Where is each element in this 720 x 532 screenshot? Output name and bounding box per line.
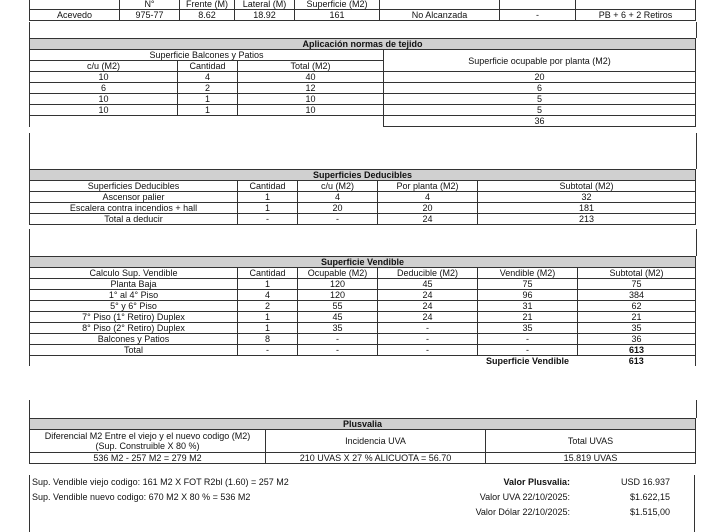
cell: Ascensor palier (30, 192, 238, 203)
cell: 1 (238, 323, 298, 334)
plusvalia-table (29, 418, 696, 464)
plusvalia-block (29, 418, 695, 464)
col-header: Subtotal (M2) (478, 181, 696, 192)
cell: 6 (30, 83, 178, 94)
cell: 181 (478, 203, 696, 214)
cell: 384 (578, 290, 696, 301)
tejido-block (29, 38, 695, 127)
valor-dolar-value: $1.515,00 (629, 507, 670, 517)
incidencia-header: Incidencia UVA (266, 430, 486, 453)
cell: 12 (238, 83, 384, 94)
cell: 21 (478, 312, 578, 323)
cell: 6 (384, 83, 696, 94)
lot-cell: 8.62 (180, 10, 235, 21)
cell: 20 (384, 72, 696, 83)
cell: 24 (378, 301, 478, 312)
lot-info-table (29, 0, 696, 21)
cell: 24 (378, 290, 478, 301)
cell: 35 (578, 323, 696, 334)
lot-row (30, 10, 696, 21)
old-code-line: Sup. Vendible viejo codigo: 161 M2 X FOT R2bl (1.60) = 257 M2 (32, 477, 289, 487)
tejido-table (29, 38, 696, 127)
cell: - (378, 323, 478, 334)
table-row (30, 345, 696, 356)
col-header: Cantidad (238, 181, 298, 192)
lot-cell: - (500, 10, 576, 21)
cell: 2 (238, 301, 298, 312)
col-header: c/u (M2) (30, 61, 178, 72)
cell: - (478, 345, 578, 356)
cell: 75 (478, 279, 578, 290)
cell: 75 (578, 279, 696, 290)
cell: 24 (378, 312, 478, 323)
section-title: Plusvalia (30, 419, 696, 430)
total-uvas-value: 15.819 UVAS (486, 453, 696, 464)
lot-info-block (29, 0, 695, 21)
spacer (29, 400, 697, 418)
lot-header-cell: Frente (M) (180, 0, 235, 10)
lot-cell: 161 (295, 10, 380, 21)
incidencia-value: 210 UVAS X 27 % ALICUOTA = 56.70 (266, 453, 486, 464)
cell: 32 (478, 192, 696, 203)
total-uvas-header: Total UVAS (486, 430, 696, 453)
cell: 5 (384, 105, 696, 116)
lot-header-cell: N° (120, 0, 180, 10)
cell: 1 (238, 192, 298, 203)
cell: 45 (378, 279, 478, 290)
cell: 55 (298, 301, 378, 312)
lot-header-cell: Superficie (M2) (295, 0, 380, 10)
cell: - (238, 214, 298, 225)
cell: 1 (238, 203, 298, 214)
deducibles-block (29, 169, 695, 225)
col-header: Vendible (M2) (478, 268, 578, 279)
cell: 96 (478, 290, 578, 301)
cell: 35 (298, 323, 378, 334)
lot-header-cell (30, 0, 120, 10)
cell: 4 (238, 290, 298, 301)
lot-header-cell (500, 0, 576, 10)
cell: 10 (30, 94, 178, 105)
vendible-table (29, 256, 696, 366)
cell: 21 (578, 312, 696, 323)
cell: 1 (238, 312, 298, 323)
cell: 20 (298, 203, 378, 214)
ocupable-title: Superficie ocupable por planta (M2) (384, 50, 696, 72)
diferencial-value: 536 M2 - 257 M2 = 279 M2 (30, 453, 266, 464)
col-header: Subtotal (M2) (578, 268, 696, 279)
lot-cell: Acevedo (30, 10, 120, 21)
cell: 613 (578, 345, 696, 356)
cell: 5 (384, 94, 696, 105)
spacer (29, 133, 697, 169)
table-row (30, 301, 696, 312)
table-row (30, 94, 696, 105)
spacer (29, 22, 697, 38)
table-row (30, 453, 696, 464)
diferencial-header (30, 430, 266, 453)
table-row (30, 214, 696, 225)
cell: 35 (478, 323, 578, 334)
empty-cell (30, 116, 384, 127)
col-header: Cantidad (238, 268, 298, 279)
cell: 10 (30, 72, 178, 83)
cell: 8 (238, 334, 298, 345)
cell: 4 (378, 192, 478, 203)
valor-plusvalia-label: Valor Plusvalia: (503, 477, 570, 487)
cell: 4 (298, 192, 378, 203)
empty-cell (30, 356, 478, 367)
valor-uva-value: $1.622,15 (629, 492, 670, 502)
table-row (30, 290, 696, 301)
col-header: Ocupable (M2) (298, 268, 378, 279)
vendible-summary-label: Superficie Vendible (485, 356, 570, 366)
table-row (30, 323, 696, 334)
table-row (30, 203, 696, 214)
lot-cell: PB + 6 + 2 Retiros (576, 10, 696, 21)
cell: 2 (178, 83, 238, 94)
valor-dolar-label: Valor Dólar 22/10/2025: (475, 507, 570, 517)
cell: 10 (238, 94, 384, 105)
report-page (29, 0, 695, 532)
cell: - (298, 334, 378, 345)
col-header: Cantidad (178, 61, 238, 72)
cell: 20 (378, 203, 478, 214)
diferencial-header-line2: (Sup. Construible X 80 %) (95, 441, 200, 451)
cell: - (298, 345, 378, 356)
col-header: c/u (M2) (298, 181, 378, 192)
valor-uva-label: Valor UVA 22/10/2025: (479, 492, 570, 502)
cell: 120 (298, 290, 378, 301)
table-row (30, 312, 696, 323)
cell: - (378, 334, 478, 345)
balcones-title: Superficie Balcones y Patios (30, 50, 384, 61)
ocupable-total: 36 (384, 116, 696, 127)
table-row (30, 105, 696, 116)
section-title: Superficies Deducibles (30, 170, 696, 181)
cell: 1 (178, 105, 238, 116)
col-header: Total (M2) (238, 61, 384, 72)
cell: 10 (30, 105, 178, 116)
cell: 1 (178, 94, 238, 105)
cell: 1° al 4° Piso (30, 290, 238, 301)
spacer (29, 229, 697, 256)
cell: - (478, 334, 578, 345)
lot-cell: 18.92 (235, 10, 295, 21)
table-row (30, 192, 696, 203)
vendible-block (29, 256, 695, 366)
cell: 213 (478, 214, 696, 225)
cell: 120 (298, 279, 378, 290)
diferencial-header-line1: Diferencial M2 Entre el viejo y el nuevo codigo (M2) (44, 431, 251, 441)
table-row (30, 83, 696, 94)
cell: Total (30, 345, 238, 356)
lot-header-cell (380, 0, 500, 10)
cell: Total a deducir (30, 214, 238, 225)
cell: Escalera contra incendios + hall (30, 203, 238, 214)
cell: 31 (478, 301, 578, 312)
cell: - (238, 345, 298, 356)
cell: 8° Piso (2° Retiro) Duplex (30, 323, 238, 334)
table-row (30, 279, 696, 290)
cell: 10 (238, 105, 384, 116)
lot-header-cell: Lateral (M) (235, 0, 295, 10)
lot-header-cell (576, 0, 696, 10)
cell: 62 (578, 301, 696, 312)
cell: 4 (178, 72, 238, 83)
section-title: Superficie Vendible (30, 257, 696, 268)
cell: 1 (238, 279, 298, 290)
col-header: Calculo Sup. Vendible (30, 268, 238, 279)
cell: 5° y 6° Piso (30, 301, 238, 312)
cell: 45 (298, 312, 378, 323)
valor-plusvalia-value: USD 16.937 (620, 477, 670, 487)
cell: 40 (238, 72, 384, 83)
col-header: Deducible (M2) (378, 268, 478, 279)
col-header: Superficies Deducibles (30, 181, 238, 192)
section-title: Aplicación normas de tejido (30, 39, 696, 50)
vendible-summary-value: 613 (578, 356, 696, 367)
cell: 7° Piso (1° Retiro) Duplex (30, 312, 238, 323)
table-row (30, 334, 696, 345)
lot-cell: No Alcanzada (380, 10, 500, 21)
lot-cell: 975-77 (120, 10, 180, 21)
cell: Balcones y Patios (30, 334, 238, 345)
cell: - (298, 214, 378, 225)
new-code-line: Sup. Vendible nuevo codigo: 670 M2 X 80 % = 536 M2 (32, 492, 251, 502)
cell: Planta Baja (30, 279, 238, 290)
cell: - (378, 345, 478, 356)
deducibles-table (29, 169, 696, 225)
footer-block (29, 475, 695, 532)
cell: 36 (578, 334, 696, 345)
col-header: Por planta (M2) (378, 181, 478, 192)
table-row (30, 72, 696, 83)
cell: 24 (378, 214, 478, 225)
